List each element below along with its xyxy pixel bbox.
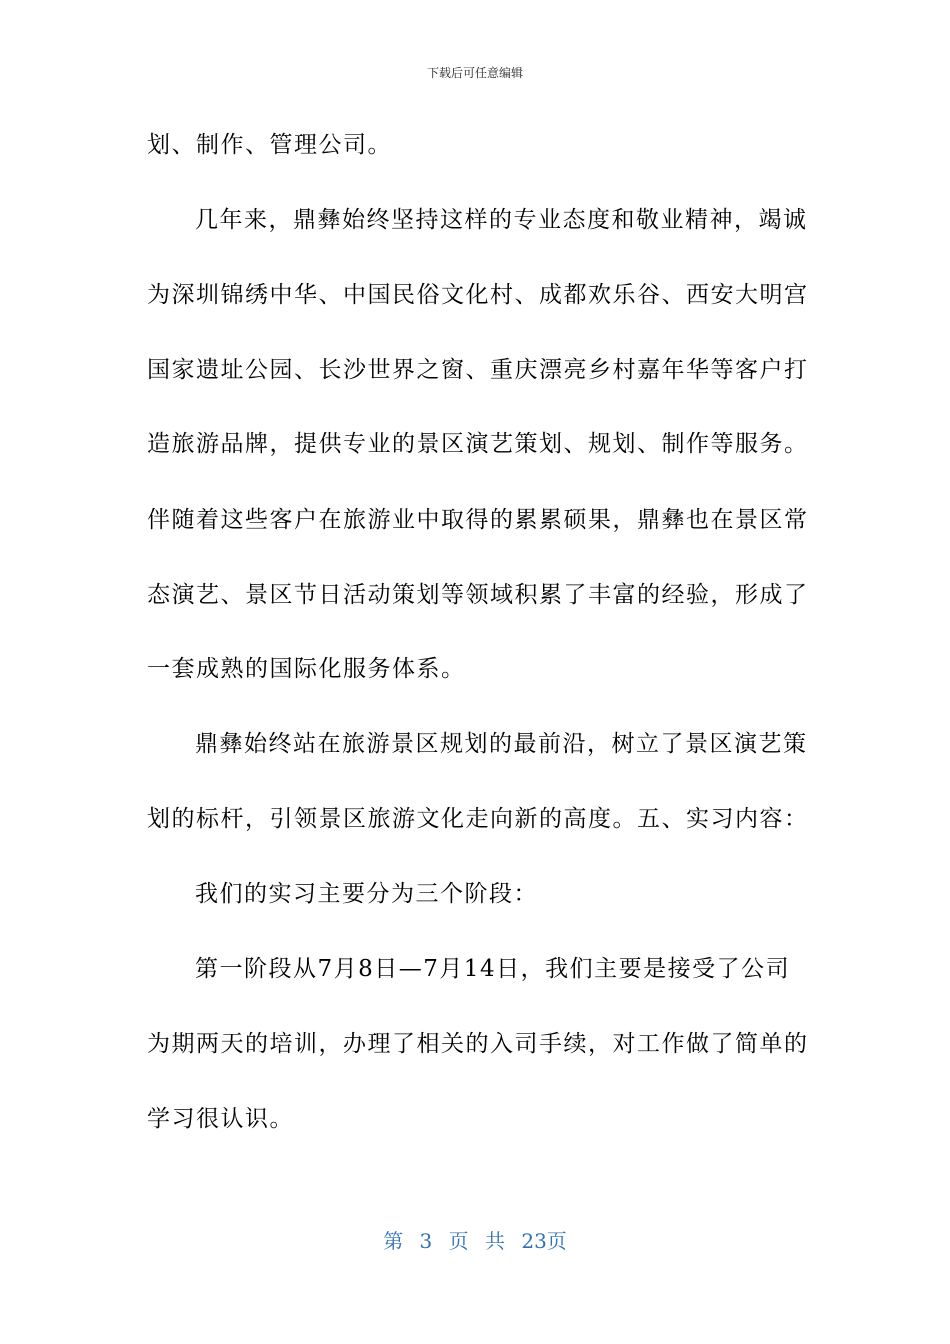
text-line: 国家遗址公园、长沙世界之窗、重庆漂亮乡村嘉年华等客户打 [147, 357, 809, 383]
text-line: 造旅游品牌，提供专业的景区演艺策划、规划、制作等服务。 [147, 431, 809, 457]
text-line: 划的标杆，引领景区旅游文化走向新的高度。五、实习内容： [147, 806, 809, 832]
page-footer [0, 1225, 950, 1254]
text-line: 第一阶段从7月8日—7月14日，我们主要是接受了公司 [195, 956, 791, 982]
footer-gong: 共 [485, 1229, 505, 1253]
text-line: 为期两天的培训，办理了相关的入司手续，对工作做了简单的 [147, 1031, 809, 1057]
footer-ye: 页 [448, 1229, 469, 1253]
text-line: 划、制作、管理公司。 [147, 132, 392, 158]
footer-total-pages: 23页 [521, 1229, 567, 1253]
text-line: 几年来，鼎彝始终坚持这样的专业态度和敬业精神，竭诚 [195, 207, 808, 233]
footer-di: 第 [383, 1229, 404, 1253]
text-line: 一套成熟的国际化服务体系。 [147, 656, 466, 682]
text-line: 学习很认识。 [147, 1106, 294, 1132]
text-line: 鼎彝始终站在旅游景区规划的最前沿，树立了景区演艺策 [195, 731, 808, 757]
footer-page-number: 3 [419, 1229, 433, 1253]
text-line: 态演艺、景区节日活动策划等领域积累了丰富的经验，形成了 [147, 582, 809, 608]
text-line: 为深圳锦绣中华、中国民俗文化村、成都欢乐谷、西安大明宫 [147, 282, 809, 308]
text-line: 我们的实习主要分为三个阶段： [195, 881, 538, 907]
page-header: 下载后可任意编辑 [426, 66, 523, 80]
text-line: 伴随着这些客户在旅游业中取得的累累硕果，鼎彝也在景区常 [147, 507, 809, 533]
